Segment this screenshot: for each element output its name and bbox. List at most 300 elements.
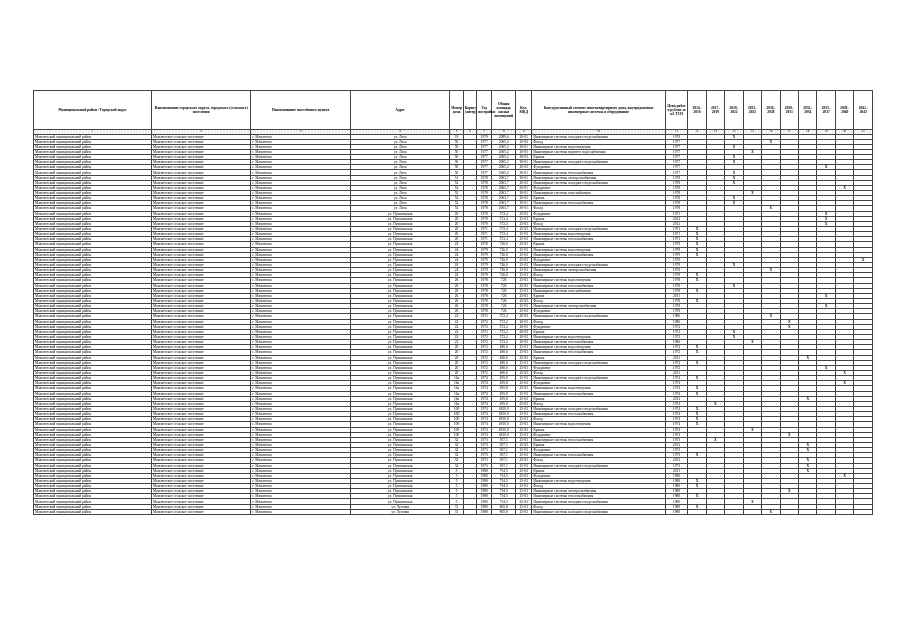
table-cell: Фундамент — [532, 257, 665, 262]
table-cell: 2063,7 — [492, 206, 516, 211]
settlement-cell: Мамлютское сельское поселение — [151, 489, 250, 494]
table-cell: 1977 — [477, 144, 492, 149]
locality-cell: г. Мамлютка — [251, 232, 350, 237]
period-cell: X — [799, 458, 817, 463]
table-cell: 1972 — [477, 370, 492, 375]
locality-cell: г. Мамлютка — [251, 381, 350, 386]
district-cell: Мамлютский муниципальный район — [34, 355, 152, 360]
table-cell: 25-03 — [516, 247, 532, 252]
settlement-cell: Мамлютское сельское поселение — [151, 329, 250, 334]
district-cell: Мамлютский муниципальный район — [34, 201, 152, 206]
table-cell: 754,5 — [492, 494, 516, 499]
district-cell: Мамлютский муниципальный район — [34, 370, 152, 375]
table-cell: ул. Пушкинская — [350, 489, 449, 494]
table-cell: 572,4 — [492, 232, 516, 237]
locality-cell: г. Мамлютка — [251, 134, 350, 139]
period-cell: X — [688, 273, 706, 278]
settlement-cell: Мамлютское сельское поселение — [151, 309, 250, 314]
table-cell: Фасад — [532, 370, 665, 375]
settlement-cell: Мамлютское сельское поселение — [151, 432, 250, 437]
table-cell: 16а — [450, 376, 463, 381]
settlement-cell: Мамлютское сельское поселение — [151, 396, 250, 401]
table-cell: 1974 — [477, 406, 492, 411]
table-cell: 1979 — [665, 247, 688, 252]
table-body — [34, 134, 873, 514]
settlement-cell: Мамлютское сельское поселение — [151, 401, 250, 406]
table-cell: Фасад — [532, 484, 665, 489]
table-cell: 1972 — [665, 324, 688, 329]
table-cell: 1980 — [477, 509, 492, 514]
column-number: 19 — [817, 130, 835, 135]
table-cell: 1980 — [665, 509, 688, 514]
district-cell: Мамлютский муниципальный район — [34, 406, 152, 411]
table-cell: ул. Пушкинская — [350, 257, 449, 262]
table-cell: 100 — [450, 427, 463, 432]
table-cell: 1974 — [665, 427, 688, 432]
table-cell: ул. Пушкинская — [350, 463, 449, 468]
settlement-cell: Мамлютское сельское поселение — [151, 334, 250, 339]
table-cell: 1974 — [477, 386, 492, 391]
table-cell: 754,5 — [492, 468, 516, 473]
table-cell: ул. Лаха — [350, 201, 449, 206]
settlement-cell: Мамлютское сельское поселение — [151, 283, 250, 288]
table-cell: 1978 — [477, 304, 492, 309]
table-cell: 1986 — [665, 319, 688, 324]
district-cell: Мамлютский муниципальный район — [34, 165, 152, 170]
table-cell: 1978 — [477, 293, 492, 298]
table-cell: 25-03 — [516, 278, 532, 283]
table-cell: Инженерные системы водоотведения — [532, 345, 665, 350]
table-cell: 572,4 — [492, 237, 516, 242]
table-cell: 30-01 — [516, 144, 532, 149]
table-cell: 1974 — [665, 406, 688, 411]
column-header: 2035–2037 — [817, 91, 835, 130]
district-cell: Мамлютский муниципальный район — [34, 247, 152, 252]
settlement-cell: Мамлютское сельское поселение — [151, 257, 250, 262]
table-cell: 1980 — [665, 478, 688, 483]
locality-cell: г. Мамлютка — [251, 304, 350, 309]
table-cell: 1972 — [477, 360, 492, 365]
period-cell: X — [688, 453, 706, 458]
table-cell: 2065,2 — [492, 170, 516, 175]
table-cell: 20 — [450, 227, 463, 232]
locality-cell: г. Мамлютка — [251, 185, 350, 190]
district-cell: Мамлютский муниципальный район — [34, 211, 152, 216]
district-cell: Мамлютский муниципальный район — [34, 221, 152, 226]
locality-cell: г. Мамлютка — [251, 442, 350, 447]
period-cell: X — [688, 345, 706, 350]
table-cell: 480,6 — [492, 345, 516, 350]
table-cell: 20-03 — [516, 180, 532, 185]
table-cell: ул. Пушкинская — [350, 494, 449, 499]
table-cell: 1974 — [477, 381, 492, 386]
settlement-cell: Мамлютское сельское поселение — [151, 221, 250, 226]
table-cell: 26 — [450, 304, 463, 309]
capital-repair-table — [33, 90, 873, 515]
table-cell: ул. Лаха — [350, 170, 449, 175]
table-cell: 2011 — [665, 293, 688, 298]
table-cell: 52 — [450, 180, 463, 185]
district-cell: Мамлютский муниципальный район — [34, 484, 152, 489]
district-cell: Мамлютский муниципальный район — [34, 149, 152, 154]
table-cell: Инженерные системы холодного водоснабжения — [532, 360, 665, 365]
column-number: 13 — [706, 130, 724, 135]
settlement-cell: Мамлютское сельское поселение — [151, 314, 250, 319]
settlement-cell: Мамлютское сельское поселение — [151, 478, 250, 483]
table-cell: Инженерные системы теплоснабжения — [532, 494, 665, 499]
table-cell: 52 — [450, 201, 463, 206]
table-cell: 20-01 — [516, 134, 532, 139]
table-cell: ул. Пушкинская — [350, 304, 449, 309]
district-cell: Мамлютский муниципальный район — [34, 309, 152, 314]
locality-cell: г. Мамлютка — [251, 499, 350, 504]
settlement-cell: Мамлютское сельское поселение — [151, 406, 250, 411]
table-cell: 754,5 — [492, 478, 516, 483]
table-cell: 480,6 — [492, 350, 516, 355]
table-cell: 1972 — [665, 360, 688, 365]
table-cell: 495,8 — [492, 376, 516, 381]
period-cell: X — [725, 283, 743, 288]
period-cell: X — [688, 299, 706, 304]
district-cell: Мамлютский муниципальный район — [34, 504, 152, 509]
locality-cell: г. Мамлютка — [251, 478, 350, 483]
table-cell: 1977 — [477, 155, 492, 160]
settlement-cell: Мамлютское сельское поселение — [151, 247, 250, 252]
table-cell: 1977 — [665, 149, 688, 154]
period-cell — [706, 509, 724, 514]
period-cell: X — [688, 360, 706, 365]
table-cell: Крыша — [532, 242, 665, 247]
table-cell: 50 — [450, 144, 463, 149]
locality-cell: г. Мамлютка — [251, 278, 350, 283]
column-number: 1 — [34, 130, 152, 135]
settlement-cell: Мамлютское сельское поселение — [151, 155, 250, 160]
table-cell: 1978 — [477, 283, 492, 288]
table-cell: 1973 — [665, 463, 688, 468]
settlement-cell: Мамлютское сельское поселение — [151, 299, 250, 304]
table-cell: 20-03 — [516, 340, 532, 345]
period-cell: X — [817, 211, 835, 216]
table-cell: 1971 — [665, 227, 688, 232]
settlement-cell: Мамлютское сельское поселение — [151, 232, 250, 237]
table-cell: Инженерные системы теплоснабжения — [532, 283, 665, 288]
table-cell: 16а — [450, 401, 463, 406]
period-cell: X — [817, 221, 835, 226]
column-header: Адрес — [350, 91, 449, 130]
table-cell: 25-03 — [516, 412, 532, 417]
table-cell: 30-01 — [516, 170, 532, 175]
table-cell: 507,1 — [492, 448, 516, 453]
district-cell: Мамлютский муниципальный район — [34, 417, 152, 422]
table-cell: Инженерные системы холодного водоснабжения — [532, 376, 665, 381]
settlement-cell: Мамлютское сельское поселение — [151, 139, 250, 144]
table-cell: 1974 — [477, 427, 492, 432]
table-cell: 1973 — [665, 448, 688, 453]
table-cell: 1977 — [477, 149, 492, 154]
table-cell: ул. Пушкинская — [350, 468, 449, 473]
table-cell: 25-03 — [516, 299, 532, 304]
period-cell — [799, 509, 817, 514]
locality-cell: г. Мамлютка — [251, 355, 350, 360]
table-cell: 50 — [450, 155, 463, 160]
locality-cell: г. Мамлютка — [251, 242, 350, 247]
table-cell: 50 — [450, 160, 463, 165]
table-cell: Инженерные системы водоотведения — [532, 232, 665, 237]
table-cell: Инженерные системы электроснабжения — [532, 489, 665, 494]
locality-cell: г. Мамлютка — [251, 324, 350, 329]
table-cell: ул. Пушкинская — [350, 381, 449, 386]
table-cell: ул. Пушкинская — [350, 324, 449, 329]
table-cell: 1977 — [665, 165, 688, 170]
table-cell: 52 — [450, 191, 463, 196]
table-cell: ул. Пушкинская — [350, 417, 449, 422]
locality-cell: г. Мамлютка — [251, 139, 350, 144]
table-cell: 100 — [450, 412, 463, 417]
settlement-cell: Мамлютское сельское поселение — [151, 365, 250, 370]
table-cell: ул. Пушкинская — [350, 365, 449, 370]
period-cell: X — [688, 494, 706, 499]
district-cell: Мамлютский муниципальный район — [34, 227, 152, 232]
table-cell: 20 — [450, 350, 463, 355]
table-cell: ул. Лаха — [350, 149, 449, 154]
locality-cell: г. Мамлютка — [251, 437, 350, 442]
table-cell: 1972 — [477, 314, 492, 319]
table-cell: Инженерные системы теплоснабжения — [532, 237, 665, 242]
table-cell: 25-03 — [516, 237, 532, 242]
period-cell — [835, 509, 853, 514]
column-number: 6 — [463, 130, 476, 135]
table-cell: 726 — [492, 288, 516, 293]
period-cell: X — [725, 144, 743, 149]
table-cell: 1980 — [477, 504, 492, 509]
table-cell: 1970 — [477, 221, 492, 226]
table-cell: ул. Пушкинская — [350, 396, 449, 401]
period-cell: X — [725, 334, 743, 339]
table-cell: 572,2 — [492, 319, 516, 324]
settlement-cell: Мамлютское сельское поселение — [151, 263, 250, 268]
table-cell: 30-01 — [516, 201, 532, 206]
table-cell: 572,2 — [492, 324, 516, 329]
period-cell: X — [817, 165, 835, 170]
settlement-cell: Мамлютское сельское поселение — [151, 324, 250, 329]
table-cell: ул. Лаха — [350, 175, 449, 180]
table-cell: 4810,0 — [492, 412, 516, 417]
table-cell: 495,8 — [492, 401, 516, 406]
district-cell: Мамлютский муниципальный район — [34, 242, 152, 247]
period-cell: X — [780, 324, 798, 329]
table-cell: 5 — [450, 478, 463, 483]
settlement-cell: Мамлютское сельское поселение — [151, 211, 250, 216]
table-cell: 1977 — [665, 144, 688, 149]
table-cell: 495,8 — [492, 386, 516, 391]
table-cell: 51 — [450, 175, 463, 180]
locality-cell: г. Мамлютка — [251, 191, 350, 196]
table-cell: 20-03 — [516, 319, 532, 324]
table-cell: ул. Пушкинская — [350, 355, 449, 360]
table-cell: 1973 — [477, 458, 492, 463]
district-cell: Мамлютский муниципальный район — [34, 293, 152, 298]
district-cell: Мамлютский муниципальный район — [34, 329, 152, 334]
table-cell: ул. Пушкинская — [350, 288, 449, 293]
table-cell: 100 — [450, 406, 463, 411]
table-cell: 1977 — [665, 139, 688, 144]
table-cell: 1986 — [665, 314, 688, 319]
table-cell: 16а — [450, 396, 463, 401]
table-cell: 1979 — [665, 252, 688, 257]
settlement-cell: Мамлютское сельское поселение — [151, 468, 250, 473]
table-cell: 30-01 — [516, 206, 532, 211]
settlement-cell: Мамлютское сельское поселение — [151, 170, 250, 175]
table-cell: 1986 — [665, 340, 688, 345]
table-cell: 26 — [450, 293, 463, 298]
table-cell: 1971 — [665, 211, 688, 216]
table-cell: 5 — [450, 484, 463, 489]
table-cell: ул. Лаха — [350, 191, 449, 196]
table-cell: ул. Пушкинская — [350, 386, 449, 391]
table-cell: Крыша — [532, 427, 665, 432]
settlement-cell: Мамлютское сельское поселение — [151, 144, 250, 149]
period-cell: X — [725, 201, 743, 206]
column-number: 15 — [743, 130, 761, 135]
locality-cell: г. Мамлютка — [251, 473, 350, 478]
table-cell: Фундамент — [532, 448, 665, 453]
table-cell: 22 — [450, 329, 463, 334]
table-cell: 1979 — [477, 252, 492, 257]
table-cell: ул. Пушкинская — [350, 252, 449, 257]
table-cell: 572,4 — [492, 221, 516, 226]
table-cell: Инженерные системы электроснабжения — [532, 304, 665, 309]
district-cell: Мамлютский муниципальный район — [34, 489, 152, 494]
table-cell: Инженерные системы водоотведения — [532, 478, 665, 483]
period-cell — [725, 509, 743, 514]
table-cell: Инженерные системы электроснабжения — [532, 175, 665, 180]
locality-cell: г. Мамлютка — [251, 319, 350, 324]
locality-cell: г. Мамлютка — [251, 257, 350, 262]
period-cell: X — [817, 216, 835, 221]
table-cell: 25-03 — [516, 242, 532, 247]
table-cell: 26 — [450, 309, 463, 314]
table-cell: ул. Пушкинская — [350, 478, 449, 483]
district-cell: Мамлютский муниципальный район — [34, 494, 152, 499]
period-cell: X — [743, 149, 761, 154]
table-cell: 32 — [450, 442, 463, 447]
table-cell: 2065,2 — [492, 144, 516, 149]
period-cell: X — [688, 386, 706, 391]
settlement-cell: Мамлютское сельское поселение — [151, 427, 250, 432]
district-cell: Мамлютский муниципальный район — [34, 499, 152, 504]
locality-cell: г. Мамлютка — [251, 463, 350, 468]
district-cell: Мамлютский муниципальный район — [34, 432, 152, 437]
table-cell: 1977 — [665, 170, 688, 175]
table-cell: 25-03 — [516, 473, 532, 478]
column-number: 9 — [516, 130, 532, 135]
table-cell: 1978 — [477, 185, 492, 190]
locality-cell: г. Мамлютка — [251, 263, 350, 268]
table-cell: Крыша — [532, 355, 665, 360]
table-cell: 100 — [450, 432, 463, 437]
locality-cell: г. Мамлютка — [251, 268, 350, 273]
table-cell: 1970 — [477, 211, 492, 216]
table-cell: Фасад — [532, 206, 665, 211]
table-cell: 24 — [450, 242, 463, 247]
settlement-cell: Мамлютское сельское поселение — [151, 340, 250, 345]
column-header: Корпус (литер) — [463, 91, 476, 130]
table-cell: 1978 — [477, 309, 492, 314]
table-cell: 25-03 — [516, 345, 532, 350]
column-number: 20 — [835, 130, 853, 135]
table-cell: 30-03 — [516, 155, 532, 160]
locality-cell: г. Мамлютка — [251, 453, 350, 458]
table-cell: 1978 — [477, 206, 492, 211]
table-cell: 726,0 — [492, 273, 516, 278]
settlement-cell: Мамлютское сельское поселение — [151, 278, 250, 283]
table-cell: 1971 — [477, 227, 492, 232]
settlement-cell: Мамлютское сельское поселение — [151, 417, 250, 422]
district-cell: Мамлютский муниципальный район — [34, 304, 152, 309]
district-cell: Мамлютский муниципальный район — [34, 401, 152, 406]
table-cell: 25-03 — [516, 478, 532, 483]
locality-cell: г. Мамлютка — [251, 422, 350, 427]
table-cell: 32 — [450, 448, 463, 453]
period-cell: X — [743, 499, 761, 504]
table-cell: 24 — [450, 257, 463, 262]
table-cell: 25-03 — [516, 386, 532, 391]
settlement-cell: Мамлютское сельское поселение — [151, 304, 250, 309]
settlement-cell: Мамлютское сельское поселение — [151, 345, 250, 350]
table-cell: 50 — [450, 170, 463, 175]
settlement-cell: Мамлютское сельское поселение — [151, 180, 250, 185]
table-cell: 1980 — [665, 473, 688, 478]
column-number: 21 — [854, 130, 873, 135]
table-cell: Инженерные системы газоснабжения — [532, 288, 665, 293]
table-cell: 1974 — [477, 376, 492, 381]
table-cell: 1972 — [477, 319, 492, 324]
table-cell: 1973 — [477, 453, 492, 458]
table-cell: 1979 — [477, 273, 492, 278]
table-cell: 1972 — [477, 329, 492, 334]
column-header: Муниципальный район / Городской округ — [34, 91, 152, 130]
table-cell: Фундамент — [532, 309, 665, 314]
table-cell: Инженерные системы водоотведения — [532, 386, 665, 391]
settlement-cell: Мамлютское сельское поселение — [151, 448, 250, 453]
settlement-cell: Мамлютское сельское поселение — [151, 196, 250, 201]
period-cell: X — [688, 252, 706, 257]
table-cell: ул. Пушкинская — [350, 448, 449, 453]
settlement-cell: Мамлютское сельское поселение — [151, 355, 250, 360]
district-cell: Мамлютский муниципальный район — [34, 191, 152, 196]
table-cell: 1980 — [477, 478, 492, 483]
table-cell: ул. Пушкинская — [350, 242, 449, 247]
table-cell: 1977 — [477, 170, 492, 175]
settlement-cell: Мамлютское сельское поселение — [151, 175, 250, 180]
table-cell: 25-03 — [516, 458, 532, 463]
settlement-cell: Мамлютское сельское поселение — [151, 494, 250, 499]
district-cell: Мамлютский муниципальный район — [34, 324, 152, 329]
table-cell: Инженерные системы холодного водоснабжения — [532, 227, 665, 232]
table-cell: ул. Пушкинская — [350, 221, 449, 226]
table-cell: 25-03 — [516, 273, 532, 278]
table-cell: Фундамент — [532, 165, 665, 170]
table-cell: 16а — [450, 391, 463, 396]
table-cell: Фасад — [532, 139, 665, 144]
table-cell: 1974 — [477, 412, 492, 417]
period-cell: X — [725, 175, 743, 180]
settlement-cell: Мамлютское сельское поселение — [151, 453, 250, 458]
locality-cell: г. Мамлютка — [251, 365, 350, 370]
period-cell: X — [799, 448, 817, 453]
column-header: 2020–2022 — [725, 91, 743, 130]
table-cell: 1979 — [665, 257, 688, 262]
